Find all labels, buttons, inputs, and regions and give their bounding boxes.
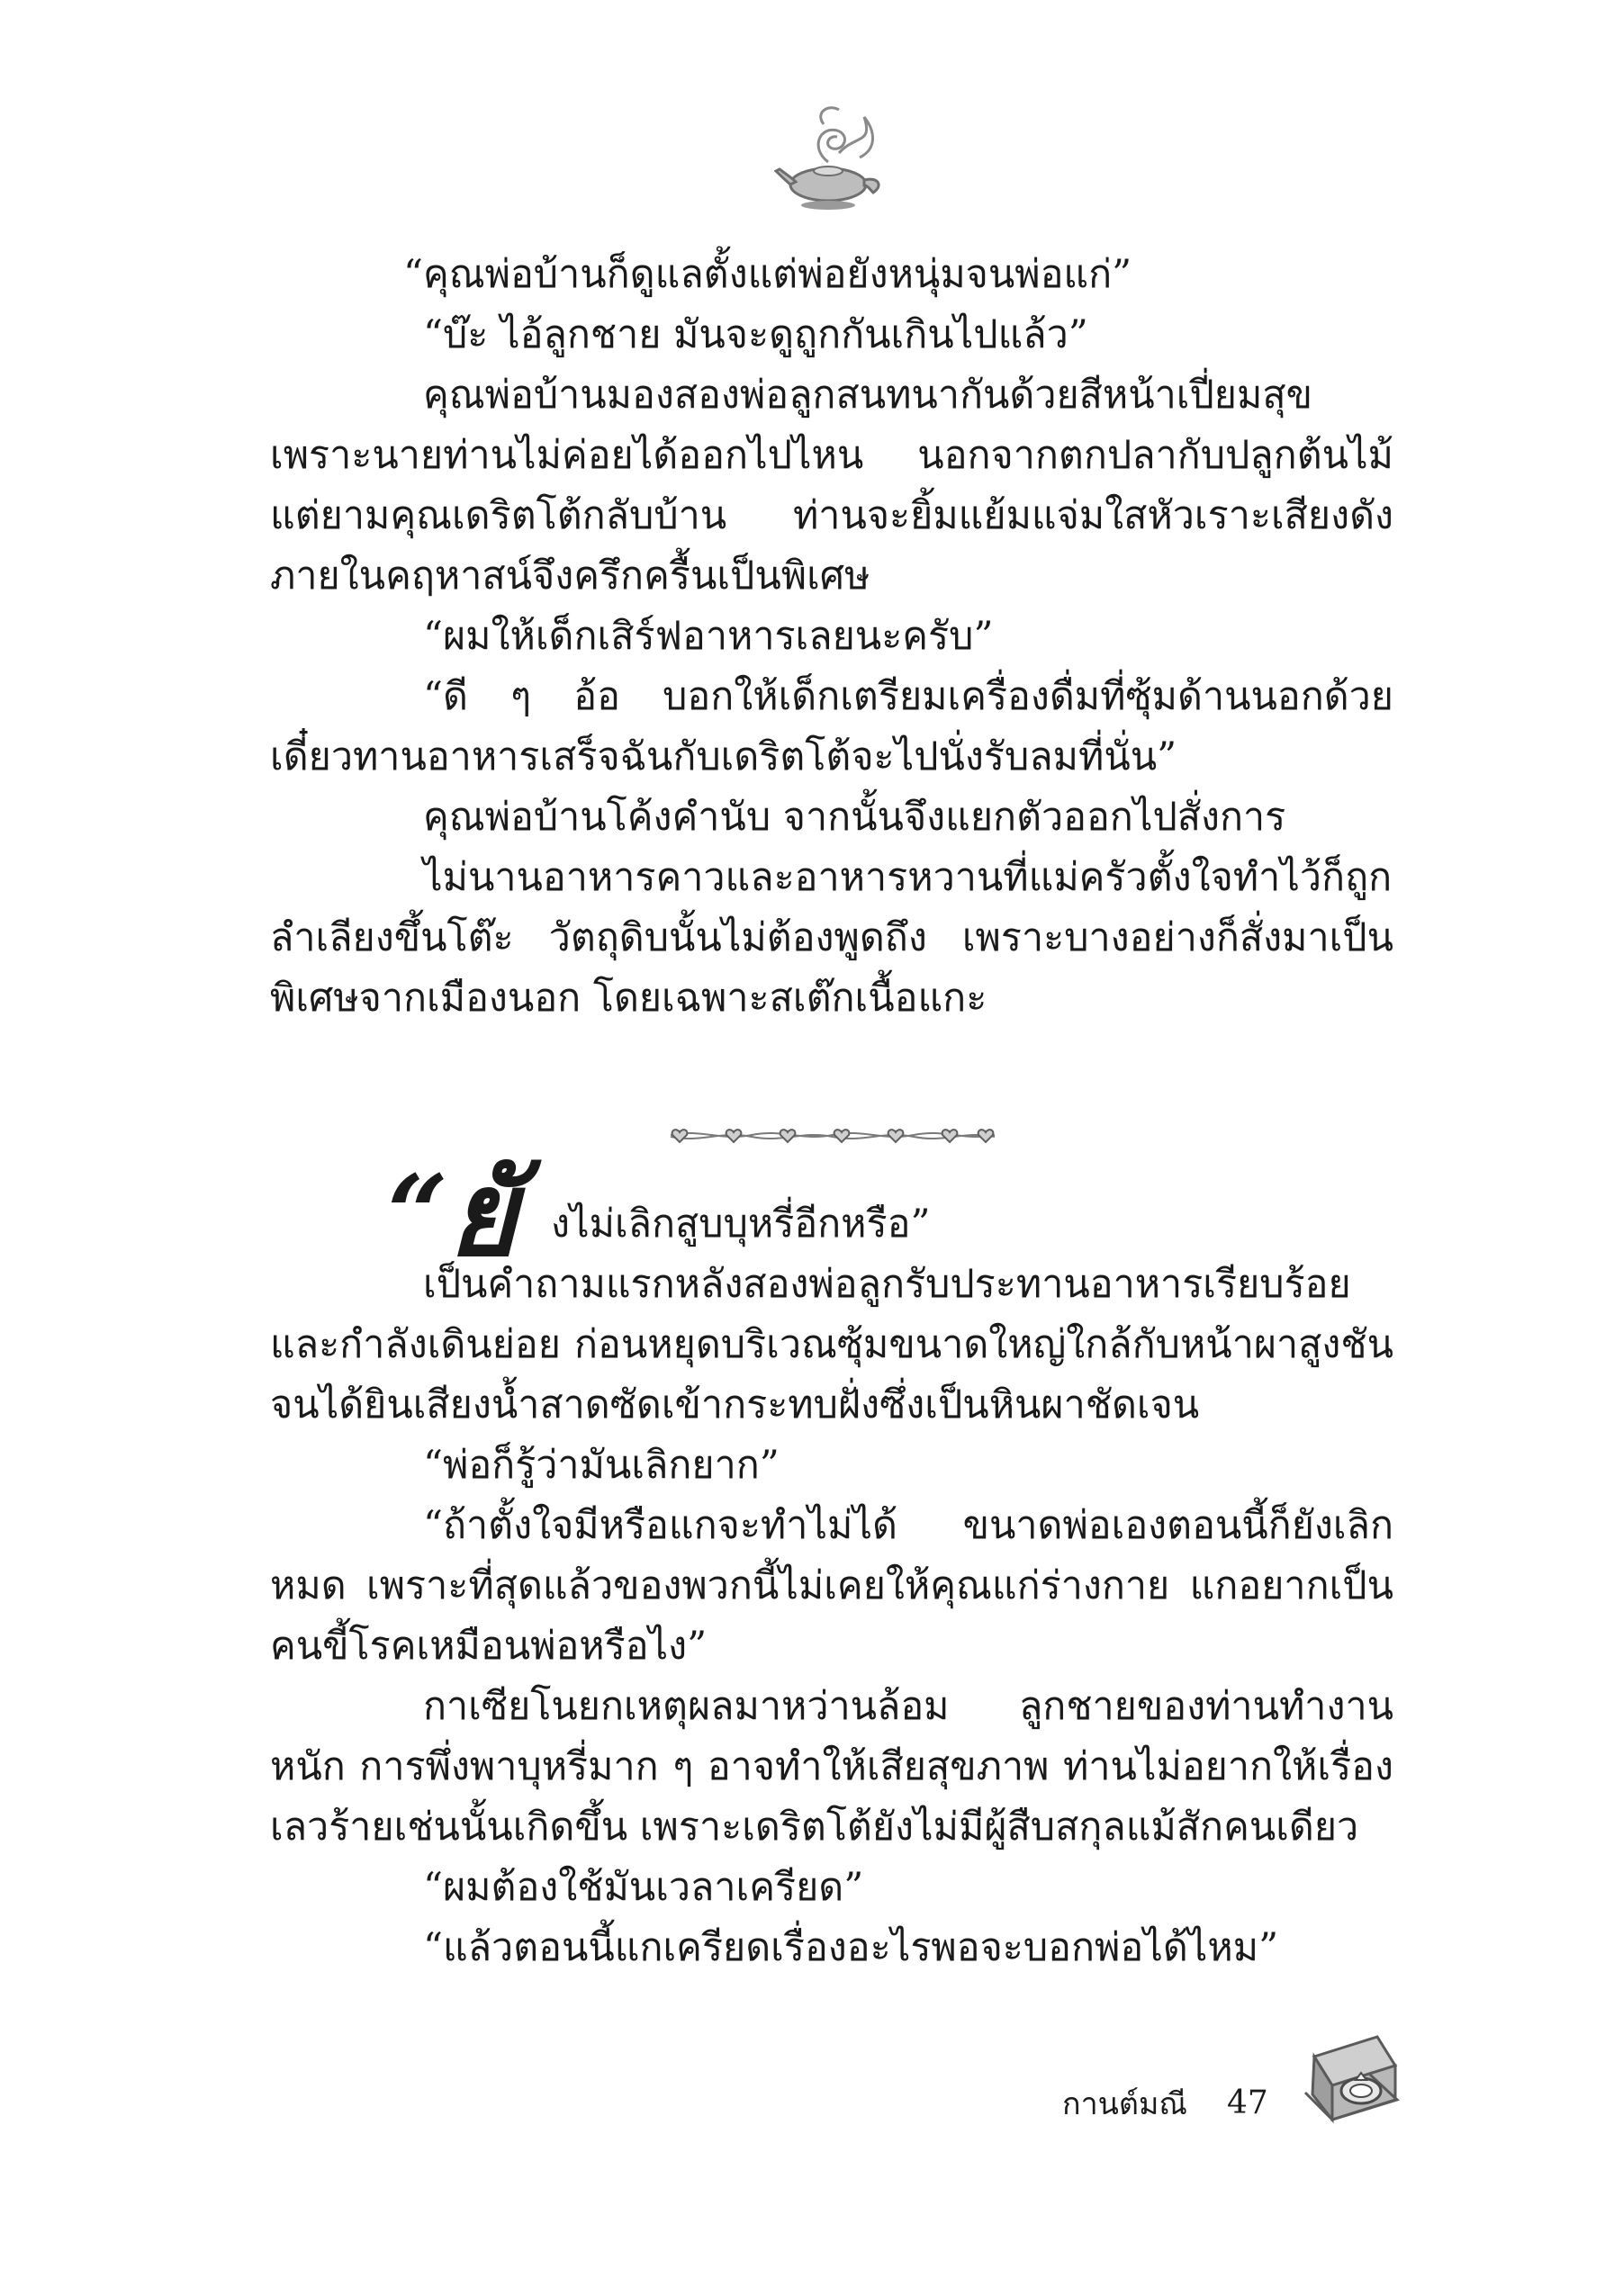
paragraph: ไม่นานอาหารคาวและอาหารหวานที่แม่ครัวตั้งใจทำไว้ก็ถูกลำเลียงขึ้นโต๊ะ วัตถุดิบนั้นไม่ต้องพูดถึง เพราะบางอย่างก็สั่งมาเป็นพิเศษจากเมืองนอก โดยเฉพาะสเต๊กเนื้อแกะ	[270, 855, 1393, 1021]
dropcap-rest-text: งไม่เลิกสูบบุหรี่อีกหรือ”	[551, 1202, 931, 1247]
paragraph: “คุณพ่อบ้านก็ดูแลตั้งแต่พ่อยังหนุ่มจนพ่อแก่”	[403, 252, 1132, 297]
page-number: 47	[1227, 2084, 1268, 2121]
body-text-top	[270, 245, 1393, 1029]
paragraph: “แล้วตอนนี้แกเครียดเรื่องอะไรพอจะบอกพ่อได้ไหม”	[423, 1925, 1279, 1970]
paragraph: คุณพ่อบ้านมองสองพ่อลูกสนทนากันด้วยสีหน้าเปี่ยมสุข เพราะนายท่านไม่ค่อยได้ออกไปไหน นอกจากตกปลากับปลูกต้นไม้ แต่ยามคุณเดริตโต้กลับบ้าน ท่านจะยิ้มแย้มแจ่มใสหัวเราะเสียงดัง ภายในคฤหาสน์จึงครึกครื้นเป็นพิเศษ	[270, 373, 1393, 599]
paragraph: “ผมต้องใช้มันเวลาเครียด”	[423, 1865, 864, 1910]
paragraph: คุณพ่อบ้านโค้งคำนับ จากนั้นจึงแยกตัวออกไปสั่งการ	[423, 795, 1286, 840]
paragraph: เป็นคำถามแรกหลังสองพ่อลูกรับประทานอาหารเรียบร้อยและกำลังเดินย่อย ก่อนหยุดบริเวณซุ้มขนาดใหญ่ใกล้กับหน้าผาสูงชัน จนได้ยินเสียงน้ำสาดซัดเข้ากระทบฝั่งซึ่งเป็นหินผาชัดเจน	[270, 1262, 1393, 1427]
paragraph: “ผมให้เด็กเสิร์ฟอาหารเลยนะครับ”	[423, 614, 994, 659]
ring-box-icon	[1296, 2030, 1404, 2138]
paragraph: “บ๊ะ ไอ้ลูกชาย มันจะดูถูกกันเกินไปแล้ว”	[423, 312, 1088, 357]
paragraph: “ดี ๆ อ้อ บอกให้เด็กเตรียมเครื่องดื่มที่ซุ้มด้านนอกด้วย เดี๋ยวทานอาหารเสร็จฉันกับเดริตโต้จะไปนั่งรับลมที่นั่น”	[270, 674, 1393, 779]
dropcap-quote: “	[387, 1151, 448, 1276]
body-text-bottom	[270, 1145, 1393, 1978]
paragraph: “ถ้าตั้งใจมีหรือแกจะทำไม่ได้ ขนาดพ่อเองตอนนี้ก็ยังเลิกหมด เพราะที่สุดแล้วของพวกนี้ไม่เคยให้คุณแก่ร่างกาย แกอยากเป็นคนขี้โรคเหมือนพ่อหรือไง”	[270, 1503, 1393, 1669]
dropcap-letter: ยั	[448, 1145, 518, 1283]
teapot-ornament-icon	[774, 99, 891, 221]
book-title: กานต์มณี	[1062, 2086, 1187, 2122]
dropcap-line	[270, 1145, 1393, 1283]
paragraph: กาเซียโนยกเหตุผลมาหว่านล้อม ลูกชายของท่านทำงานหนัก การพึ่งพาบุหรี่มาก ๆ อาจทำให้เสียสุขภาพ ท่านไม่อยากให้เรื่องเลวร้ายเช่นนั้นเกิดขึ้น เพราะเดริตโต้ยังไม่มีผู้สืบสกุลแม้สักคนเดียว	[270, 1684, 1393, 1850]
paragraph: “พ่อก็รู้ว่ามันเลิกยาก”	[423, 1443, 780, 1488]
heart-chain-divider-icon	[666, 1121, 999, 1148]
